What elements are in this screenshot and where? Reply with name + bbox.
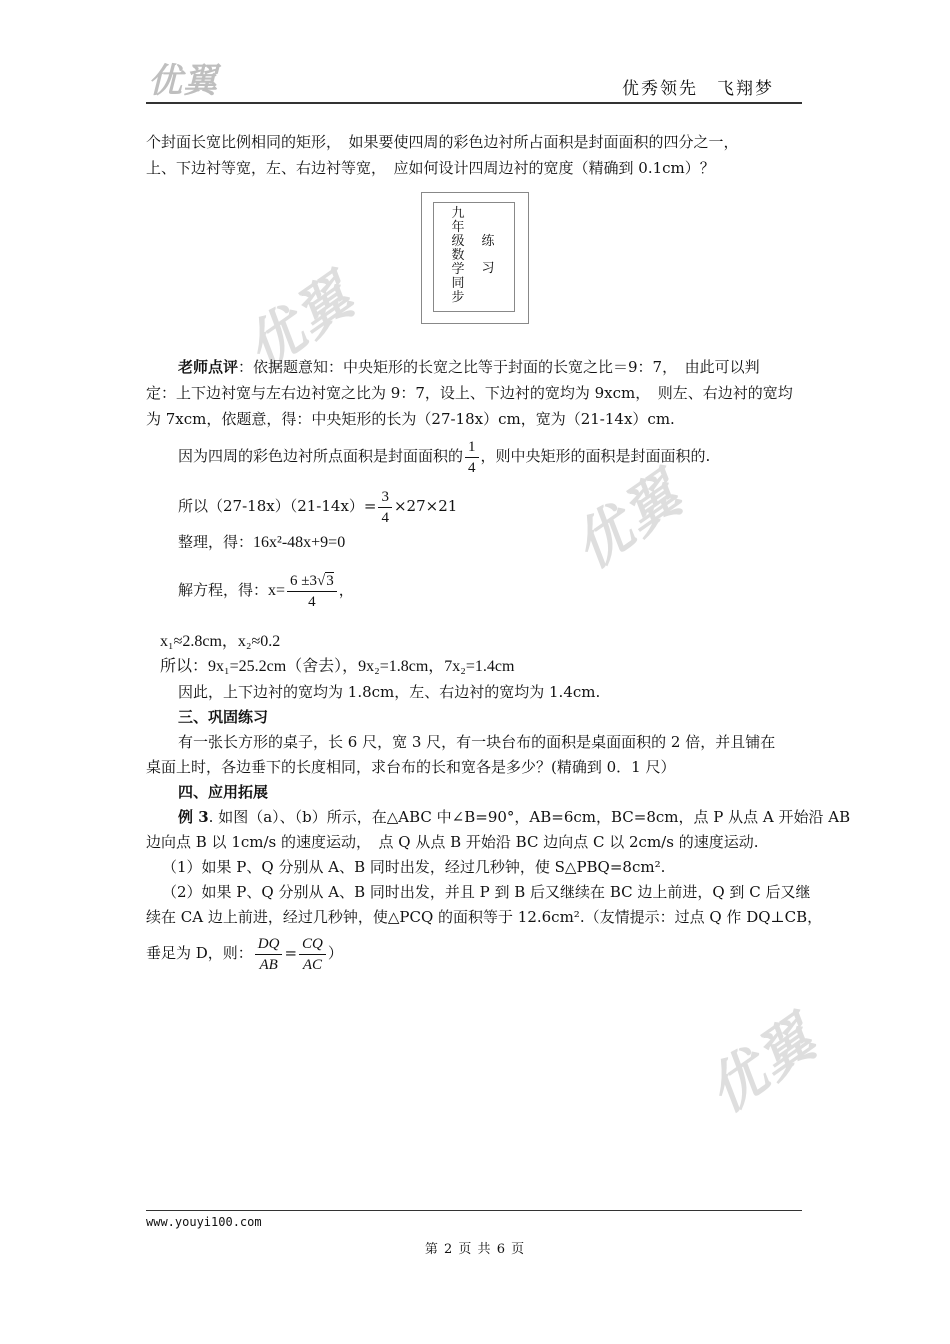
problem-text-line: 个封面长宽比例相同的矩形， 如果要使四周的彩色边衬所占面积是封面面积的四分之一，	[146, 133, 739, 151]
quadratic-solution-fraction	[287, 571, 337, 612]
watermark-logo: 优翼	[234, 263, 367, 384]
equation-left: 所以（27-18x）（21-14x）=	[178, 497, 377, 515]
ratio-fraction-dq-ab	[255, 934, 283, 975]
fraction-denominator: AC	[302, 956, 323, 973]
header-slogan: 优秀领先 飞翔梦	[622, 79, 774, 99]
sqrt-radicand: 3	[326, 572, 334, 589]
area-reasoning-line	[178, 434, 838, 478]
brand-logo: 优翼	[148, 61, 218, 101]
cover-vertical-label: 练	[481, 234, 495, 249]
fraction-denominator: 4	[468, 459, 476, 476]
fraction-three-quarters	[378, 487, 392, 528]
ratio-fraction-cq-ac	[299, 934, 326, 975]
solve-label: 解方程，得：	[178, 581, 269, 599]
solve-comma: ，	[338, 581, 354, 599]
cover-vertical-label: 习	[481, 261, 495, 276]
fraction-denominator: 4	[381, 509, 389, 526]
book-cover-inner-frame	[433, 202, 515, 312]
sqrt-sign: √	[317, 572, 326, 589]
area-text-post: ，则中央矩形的面积是封面面积的.	[480, 447, 711, 465]
fraction-numerator: 1	[465, 437, 479, 458]
question-line: 续在 CA 边上前进，经过几秒钟，使△PCQ 的面积等于 12.6cm².（友情提示：过点 Q 作 DQ⊥CB，	[146, 908, 823, 926]
simplify-line	[178, 530, 838, 555]
watermark-logo: 优翼	[696, 1005, 829, 1126]
page-number: 第 2 页 共 6 页	[424, 1242, 526, 1257]
conclusion-calc-line: 所以：9x₁=25.2cm（舍去），9x₂=1.8cm，7x₂=1.4cm	[160, 658, 515, 675]
teacher-comment-text: ：依据题意知：中央矩形的长宽之比等于封面的长宽之比＝9：7， 由此可以判	[238, 358, 760, 376]
equation-line	[178, 484, 838, 528]
quadratic-equation: 16x²-48x+9=0	[253, 534, 346, 551]
example-text: . 如图（a）、（b）所示，在△ABC 中∠B=90°，AB=6cm，BC=8cm，点 P 从点 A 开始沿 AB	[208, 808, 851, 826]
equation-right: ×27×21	[393, 497, 458, 515]
exercise-text-line: 有一张长方形的桌子，长 6 尺，宽 3 尺，有一块台布的面积是桌面面积的 2 倍，并且铺在	[178, 733, 776, 751]
roots-line: x₁≈2.8cm，x₂≈0.2	[160, 633, 281, 650]
numerator-text: 6 ±3	[290, 572, 318, 589]
footer-rule	[146, 1210, 802, 1211]
fraction-denominator: AB	[259, 956, 278, 973]
problem-text-line: 上、下边衬等宽，左、右边衬等宽， 应如何设计四周边衬的宽度（精确到 0.1cm）？	[146, 159, 715, 177]
example-text-line: 边向点 B 以 1cm/s 的速度运动， 点 Q 从点 B 开始沿 BC 边向点 C 以 2cm/s 的速度运动.	[146, 833, 759, 851]
question-line: （1）如果 P、Q 分别从 A、B 同时出发，经过几秒钟，使 S△PBQ=8cm².	[162, 858, 666, 876]
fraction-one-quarter	[465, 437, 479, 478]
teacher-comment-line: 定：上下边衬宽与左右边衬宽之比为 9：7，设上、下边衬的宽均为 9xcm， 则左、右边衬的宽均	[146, 384, 793, 402]
fraction-numerator: CQ	[299, 934, 326, 955]
teacher-comment-label: 老师点评	[178, 358, 239, 376]
teacher-comment-line	[178, 355, 808, 379]
fraction-numerator	[287, 571, 337, 592]
conclusion-line: 因此，上下边衬的宽均为 1.8cm，左、右边衬的宽均为 1.4cm.	[178, 683, 601, 701]
example-text-line	[178, 805, 851, 829]
example-label: 例 3	[178, 808, 209, 826]
simplify-label: 整理，得：	[178, 533, 254, 551]
equals-sign: =	[284, 944, 298, 962]
footer-url: www.youyi100.com	[146, 1215, 262, 1229]
teacher-comment-line: 为 7xcm，依题意，得：中央矩形的长为（27-18x）cm，宽为（21-14x）cm.	[146, 410, 675, 428]
cover-vertical-title: 九年级数学同步	[451, 206, 465, 305]
fraction-numerator: DQ	[255, 934, 283, 955]
solve-variable: x=	[268, 582, 286, 599]
hint-text-pre: 垂足为 D，则：	[146, 944, 253, 962]
hint-text-post: ）	[327, 944, 343, 962]
watermark-logo: 优翼	[562, 461, 695, 582]
fraction-denominator: 4	[308, 593, 316, 610]
section-heading: 四、应用拓展	[178, 783, 269, 801]
solve-line	[178, 566, 838, 615]
area-text-pre: 因为四周的彩色边衬所点面积是封面面积的	[178, 447, 464, 465]
fraction-numerator: 3	[378, 487, 392, 508]
exercise-text-line: 桌面上时，各边垂下的长度相同，求台布的长和宽各是多少？(精确到 0．1 尺）	[146, 758, 676, 776]
header-rule	[146, 102, 802, 104]
hint-line	[146, 930, 806, 976]
section-heading: 三、巩固练习	[178, 708, 269, 726]
question-line: （2）如果 P、Q 分别从 A、B 同时出发，并且 P 到 B 后又继续在 BC 边上前进，Q 到 C 后又继	[162, 883, 811, 901]
